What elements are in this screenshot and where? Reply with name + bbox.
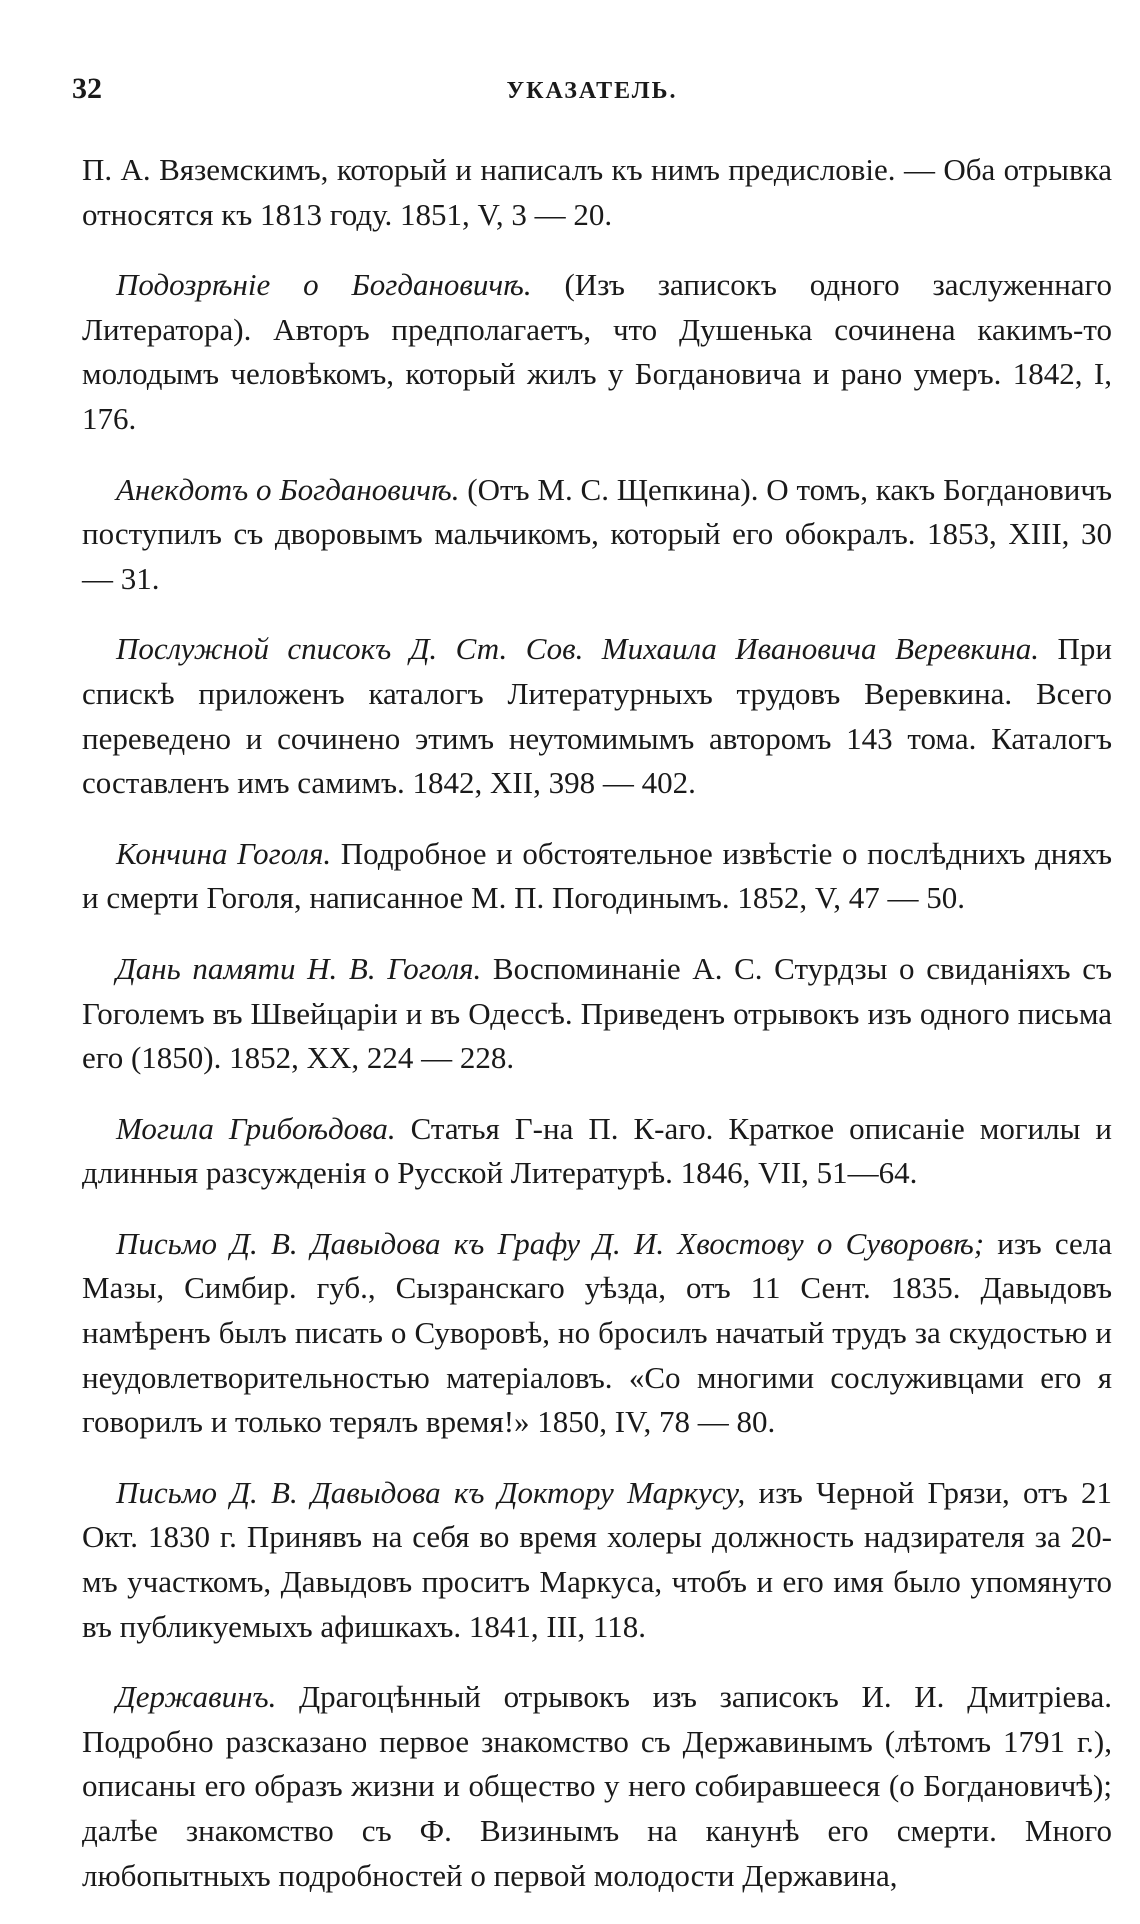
entry-title: Кончина Гоголя.	[116, 835, 332, 871]
index-entry	[82, 1222, 1112, 1445]
entry-title: Державинъ.	[116, 1679, 277, 1715]
index-entries	[82, 148, 1112, 1924]
entry-text: При спискѣ приложенъ каталогъ Литературныхъ трудовъ Веревкина. Всего переведено и сочинено этимъ неутомимымъ авторомъ 143 тома. Каталогъ составленъ имъ самимъ. 1842, XII, 398 — 402.	[82, 631, 1112, 801]
entry-title: Послужной списокъ Д. Ст. Сов. Михаила Ивановича Веревкина.	[116, 631, 1040, 667]
entry-title: Анекдотъ о Богдановичѣ.	[116, 471, 460, 507]
index-entry	[82, 148, 1112, 237]
entry-text: Подробное и обстоятельное извѣстіе о послѣднихъ дняхъ и смерти Гоголя, написанное М. П. Погодинымъ. 1852, V, 47 — 50.	[82, 835, 1112, 916]
entry-text: (Изъ записокъ одного заслуженнаго Литератора). Авторъ предполагаетъ, что Душенька сочинена какимъ-то молодымъ человѣкомъ, который жилъ у Богдановича и рано умеръ. 1842, I, 176.	[82, 267, 1112, 436]
index-entry	[82, 1107, 1112, 1196]
entry-title: Письмо Д. В. Давыдова къ Графу Д. И. Хвостову о Суворовѣ;	[116, 1225, 985, 1261]
entry-title: Дань памяти Н. В. Гоголя.	[116, 950, 482, 986]
entry-text: Статья Г-на П. К-аго. Краткое описаніе могилы и длинныя разсужденія о Русской Литературѣ. 1846, VII, 51—64.	[82, 1110, 1112, 1191]
page-header	[72, 72, 1112, 132]
running-title: УКАЗАТЕЛЬ.	[506, 78, 678, 104]
entry-title: Могила Грибоѣдова.	[116, 1110, 396, 1146]
index-entry	[82, 1471, 1112, 1649]
index-entry	[82, 263, 1112, 441]
index-entry	[82, 947, 1112, 1081]
index-entry	[82, 1675, 1112, 1898]
index-entry	[82, 468, 1112, 602]
entry-text: Воспоминаніе А. С. Стурдзы о свиданіяхъ съ Гоголемъ въ Швейцаріи и въ Одессѣ. Приведенъ отрывокъ изъ одного письма его (1850). 1852, XX, 224 — 228.	[82, 950, 1112, 1076]
entry-text: изъ Черной Грязи, отъ 21 Окт. 1830 г. Принявъ на себя во время холеры должность надзирателя за 20-мъ участкомъ, Давыдовъ проситъ Маркуса, чтобъ и его имя было упомянуто въ публикуемыхъ афишкахъ. 1841, III, 118.	[82, 1474, 1112, 1644]
index-entry	[82, 627, 1112, 805]
entry-text: (Отъ М. С. Щепкина). О томъ, какъ Богдановичъ поступилъ съ дворовымъ мальчикомъ, который его обокралъ. 1853, XIII, 30 — 31.	[82, 471, 1112, 596]
entry-text: П. А. Вяземскимъ, который и написалъ къ нимъ предисловіе. — Оба отрывка относятся къ 1813 году. 1851, V, 3 — 20.	[82, 152, 1112, 232]
entry-text: Драгоцѣнный отрывокъ изъ записокъ И. И. Дмитріева. Подробно разсказано первое знакомство съ Державинымъ (лѣтомъ 1791 г.), описаны его образъ жизни и общество у него собиравшееся (о Богдановичѣ); далѣе знакомство съ Ф. Визинымъ на канунѣ его смерти. Много любопытныхъ подробностей о первой молодости Державина,	[82, 1679, 1112, 1893]
entry-text: изъ села Мазы, Симбир. губ., Сызранскаго уѣзда, отъ 11 Сент. 1835. Давыдовъ намѣренъ былъ писать о Суворовѣ, но бросилъ начатый трудъ за скудостью и неудовлетворительностью матеріаловъ. «Со многими сослуживцами его я говорилъ и только терялъ время!» 1850, IV, 78 — 80.	[82, 1225, 1112, 1440]
entry-title: Письмо Д. В. Давыдова къ Доктору Маркусу,	[116, 1474, 746, 1510]
page-number: 32	[72, 72, 102, 105]
index-entry	[82, 832, 1112, 921]
entry-title: Подозрѣніе о Богдановичѣ.	[116, 267, 532, 303]
